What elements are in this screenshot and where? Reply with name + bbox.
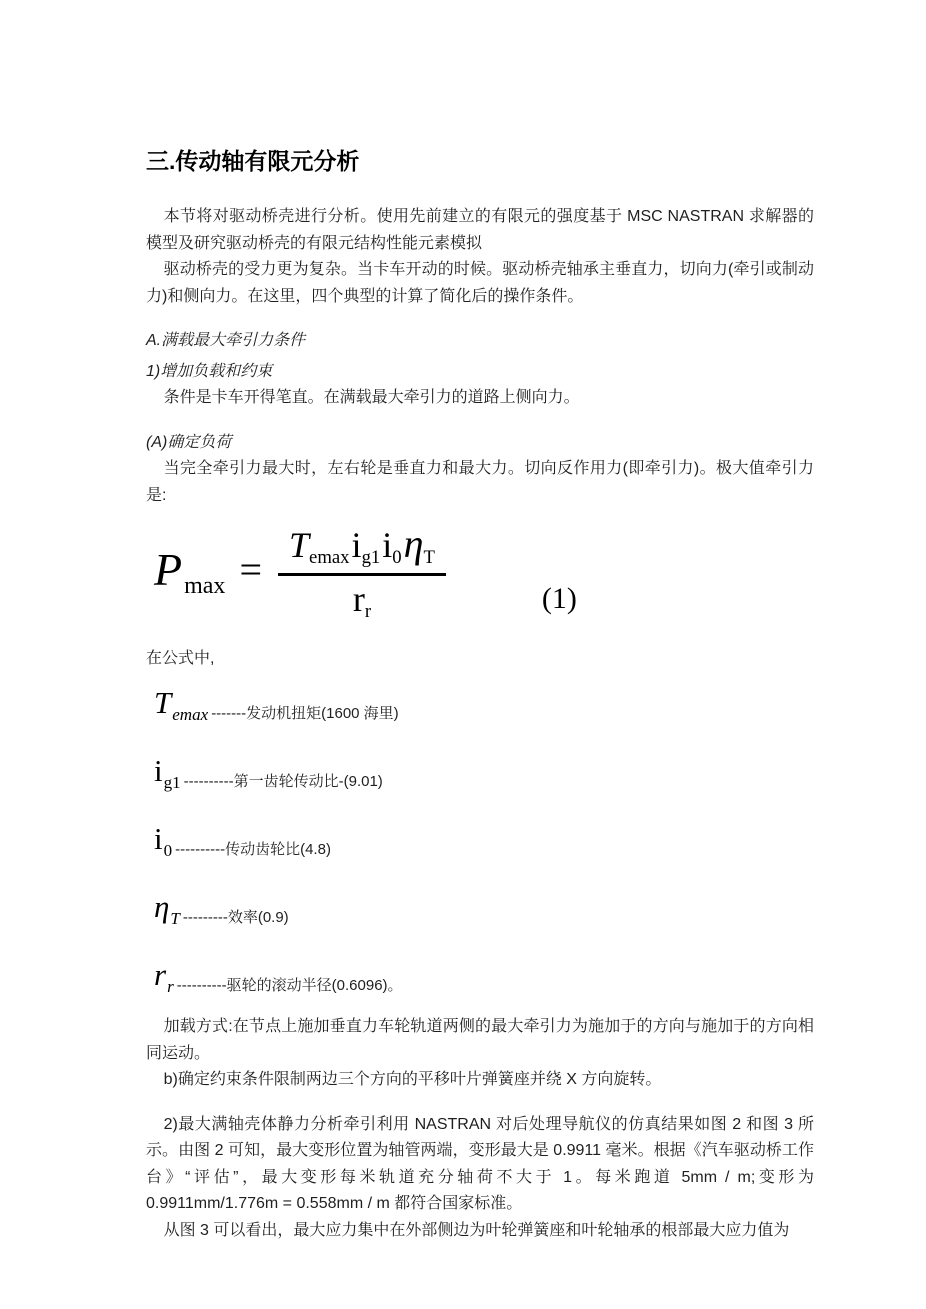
variable-symbol (154, 889, 180, 929)
paragraph-intro-2: 驱动桥壳的受力更为复杂。当卡车开动的时候。驱动桥壳轴承主垂直力，切向力(牵引或制动力)和侧向力。在这里，四个典型的计算了简化后的操作条件。 (146, 261, 814, 305)
variable-desc: ---------效率(0.9) (182, 909, 289, 927)
term-base: T (289, 525, 310, 565)
paragraph-analysis: 2)最大满轴壳体静力分析牵引利用 NASTRAN 对后处理导航仪的仿真结果如图 2 和图 3 所示。由图 2 可知，最大变形位置为轴管两端，变形最大是 0.9911 毫米。根据《汽车驱动桥工作台》“评估”，最大变形每米轨道充分轴荷不大于 1。每米跑道 5mm / m;变形为 0.9911mm/1.776m = 0.558mm / m 都符合国家标准。 (146, 1115, 814, 1213)
term-subscript: 0 (392, 547, 402, 569)
term-subscript: g1 (361, 547, 381, 569)
variable-desc: -------发动机扭矩(1600 海里) (211, 705, 399, 723)
variable-desc: ----------传动齿轮比(4.8) (175, 841, 331, 859)
term-etaT (403, 521, 435, 569)
paragraph-intro-1: 本节将对驱动桥壳进行分析。使用先前建立的有限元的强度基于 MSC NASTRAN 求解器的模型及研究驱动桥壳的有限元结构性能元素模拟 (146, 208, 814, 252)
heading-determine-load: (A)确定负荷 (146, 433, 232, 451)
symbol-subscript: g1 (163, 773, 181, 793)
numerator (278, 521, 446, 576)
formula-P: P (154, 544, 183, 596)
paragraph-stress: 从图 3 可以看出，最大应力集中在外部侧边为叶轮弹簧座和叶轮轴承的根部最大应力值为 (163, 1221, 790, 1239)
fraction (278, 521, 446, 623)
symbol-subscript: 0 (163, 841, 173, 861)
variable-row-i0 (154, 810, 814, 861)
term-base: r (352, 579, 365, 619)
section-title: 三.传动轴有限元分析 (146, 148, 360, 174)
term-subscript: r (364, 601, 372, 623)
denominator (352, 576, 372, 623)
formula-P-subscript: max (184, 572, 226, 599)
term-i0 (382, 525, 402, 569)
formula-intro: 在公式中, (146, 649, 215, 667)
symbol-base: i (154, 821, 163, 857)
variable-row-etaT (154, 878, 814, 929)
symbol-base: T (154, 685, 172, 721)
term-ig1 (351, 525, 381, 569)
equation-number: (1) (541, 581, 577, 615)
heading-load-and-constraint: 1)增加负载和约束 (146, 362, 273, 380)
paragraph-constraint: b)确定约束条件限制两边三个方向的平移叶片弹簧座并绕 X 方向旋转。 (163, 1071, 662, 1089)
variable-symbol (154, 753, 181, 793)
heading-full-load-traction: A.满载最大牵引力条件 (146, 332, 306, 349)
symbol-subscript: T (170, 909, 180, 929)
symbol-base: r (154, 957, 167, 993)
symbol-subscript: emax (172, 705, 209, 725)
term-Temax (289, 525, 350, 569)
formula-lhs (154, 544, 226, 599)
variable-desc: ----------驱轮的滚动半径(0.6096)。 (176, 977, 403, 995)
variable-row-rr (154, 946, 814, 997)
term-base: i (382, 525, 393, 565)
symbol-base: η (154, 889, 170, 925)
paragraph-loading: 加载方式:在节点上施加垂直力车轮轨道两侧的最大牵引力为施加于的方向与施加于的方向相同运动。 (146, 1018, 814, 1062)
variable-row-ig1 (154, 742, 814, 793)
variable-desc: ----------第一齿轮传动比-(9.01) (183, 773, 383, 791)
equation-1 (154, 521, 814, 623)
variable-row-Temax (154, 674, 814, 725)
symbol-subscript: r (167, 977, 174, 997)
variable-symbol (154, 685, 209, 725)
equals-sign: = (239, 547, 262, 593)
term-base: i (351, 525, 362, 565)
term-subscript: T (423, 547, 435, 569)
term-subscript: emax (309, 547, 350, 569)
variable-definitions (146, 674, 814, 997)
symbol-base: i (154, 753, 163, 789)
variable-symbol (154, 821, 173, 861)
paragraph-traction: 当完全牵引力最大时，左右轮是垂直力和最大力。切向反作用力(即牵引力)。极大值牵引力是: (146, 460, 814, 504)
paragraph-condition: 条件是卡车开得笔直。在满载最大牵引力的道路上侧向力。 (163, 389, 580, 406)
term-base: η (403, 521, 424, 566)
variable-symbol (154, 957, 174, 997)
